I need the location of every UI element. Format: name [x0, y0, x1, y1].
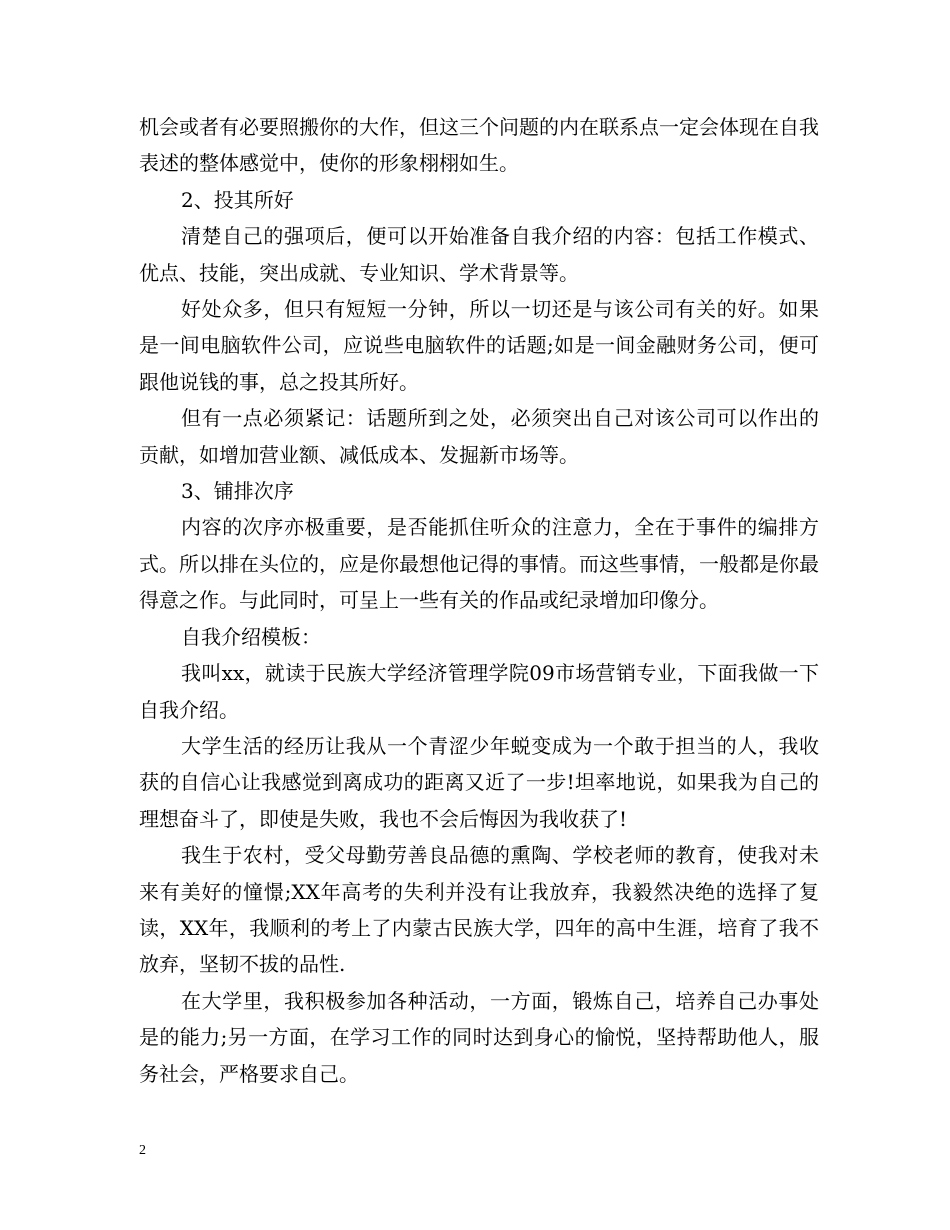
paragraph: 清楚自己的强项后，便可以开始准备自我介绍的内容：包括工作模式、优点、技能，突出成就、专业知识、学术背景等。 — [139, 224, 819, 285]
paragraph: 但有一点必须紧记：话题所到之处，必须突出自己对该公司可以作出的贡献，如增加营业额、减低成本、发掘新市场等。 — [139, 406, 819, 467]
page-number: 2 — [139, 1143, 146, 1158]
paragraph: 机会或者有必要照搬你的大作，但这三个问题的内在联系点一定会体现在自我表述的整体感觉中，使你的形象栩栩如生。 — [139, 115, 819, 176]
paragraph: 内容的次序亦极重要，是否能抓住听众的注意力，全在于事件的编排方式。所以排在头位的，应是你最想他记得的事情。而这些事情，一般都是你最得意之作。与此同时，可呈上一些有关的作品或纪录增加印像分。 — [139, 515, 819, 613]
document-body — [139, 109, 819, 1092]
section-heading: 2、投其所好 — [181, 187, 294, 212]
paragraph: 在大学里，我积极参加各种活动，一方面，锻炼自己，培养自己办事处是的能力;另一方面，在学习工作的同时达到身心的愉悦，坚持帮助他人，服务社会，严格要求自己。 — [139, 988, 819, 1086]
paragraph: 我生于农村，受父母勤劳善良品德的熏陶、学校老师的教育，使我对未来有美好的憧憬;XX年高考的失利并没有让我放弃，我毅然决绝的选择了复读，XX年，我顺利的考上了内蒙古民族大学，四年的高中生涯，培育了我不放弃，坚韧不拔的品性. — [139, 843, 819, 977]
template-heading: 自我介绍模板： — [181, 624, 321, 649]
paragraph: 好处众多，但只有短短一分钟，所以一切还是与该公司有关的好。如果是一间电脑软件公司，应说些电脑软件的话题;如是一间金融财务公司，便可跟他说钱的事，总之投其所好。 — [139, 297, 819, 394]
section-heading: 3、铺排次序 — [181, 479, 294, 504]
paragraph: 我叫xx，就读于民族大学经济管理学院09市场营销专业，下面我做一下自我介绍。 — [139, 661, 819, 722]
paragraph: 大学生活的经历让我从一个青涩少年蜕变成为一个敢于担当的人，我收获的自信心让我感觉到离成功的距离又近了一步!坦率地说，如果我为自己的理想奋斗了，即使是失败，我也不会后悔因为我收获了! — [139, 733, 819, 831]
